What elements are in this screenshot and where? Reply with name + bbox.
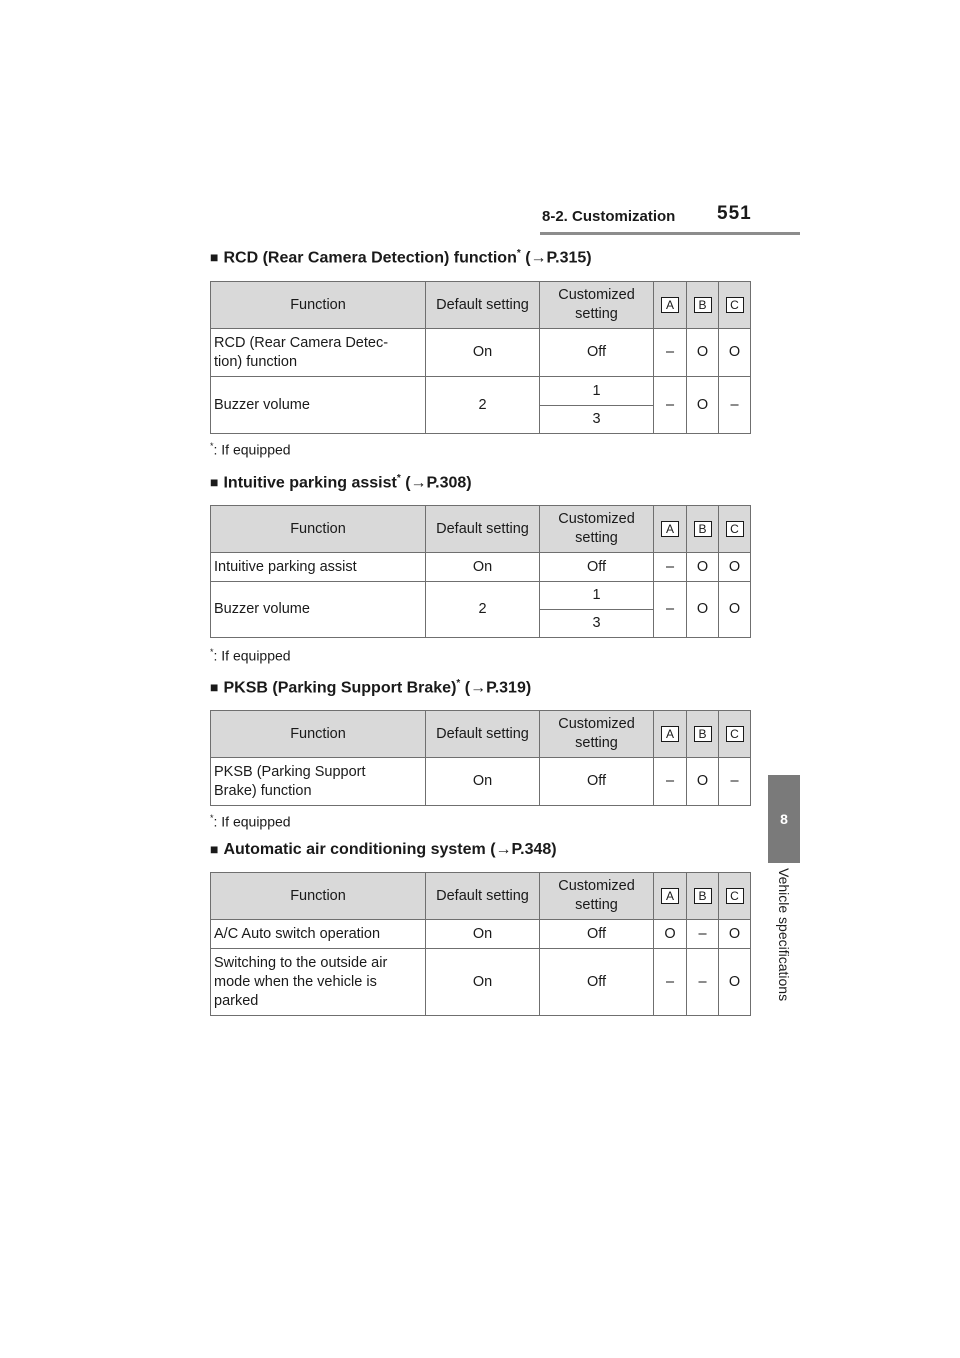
custom-cell: 3 [540, 610, 654, 638]
section-title: ■ Automatic air conditioning system (→P.348) [210, 841, 557, 858]
a-cell: – [654, 329, 687, 377]
settings-table [210, 505, 751, 638]
col-default: Default setting [426, 506, 540, 553]
b-cell: – [687, 949, 719, 1016]
page-reference[interactable]: (→P.308) [405, 474, 472, 492]
c-cell: O [719, 949, 751, 1016]
custom-cell: Off [540, 758, 654, 806]
col-b: B [687, 711, 719, 758]
function-cell: Intuitive parking assist [211, 553, 426, 582]
col-customized: Customized setting [540, 506, 654, 553]
section-title: ■ RCD (Rear Camera Detection) function* (→P.315) [210, 248, 592, 267]
b-cell: O [687, 329, 719, 377]
a-cell: – [654, 758, 687, 806]
b-cell: O [687, 553, 719, 582]
col-customized: Customized setting [540, 711, 654, 758]
section-title: ■ Intuitive parking assist* (→P.308) [210, 473, 472, 492]
b-cell: – [687, 920, 719, 949]
table-row [211, 920, 751, 949]
c-cell: – [719, 758, 751, 806]
table-row [211, 329, 751, 377]
custom-cell: Off [540, 329, 654, 377]
col-c: C [719, 506, 751, 553]
function-cell: Buzzer volume [211, 377, 426, 434]
function-cell: Buzzer volume [211, 582, 426, 638]
col-function: Function [211, 282, 426, 329]
footnote: *: If equipped [210, 813, 291, 830]
table-header-row [211, 282, 751, 329]
col-default: Default setting [426, 282, 540, 329]
table-row [211, 582, 751, 610]
default-cell: 2 [426, 377, 540, 434]
a-cell: – [654, 949, 687, 1016]
a-cell: – [654, 582, 687, 638]
bullet-square-icon: ■ [210, 841, 219, 857]
default-cell: 2 [426, 582, 540, 638]
custom-cell: 1 [540, 377, 654, 406]
table-row [211, 949, 751, 1016]
a-cell: – [654, 553, 687, 582]
footnote: *: If equipped [210, 647, 291, 664]
function-cell: A/C Auto switch operation [211, 920, 426, 949]
default-cell: On [426, 329, 540, 377]
default-cell: On [426, 553, 540, 582]
bullet-square-icon: ■ [210, 474, 219, 491]
chapter-label: Vehicle specifications [776, 868, 792, 1002]
col-function: Function [211, 873, 426, 920]
c-cell: O [719, 553, 751, 582]
custom-cell: 3 [540, 406, 654, 434]
a-cell: O [654, 920, 687, 949]
table-header-row [211, 711, 751, 758]
bullet-square-icon: ■ [210, 249, 219, 266]
col-c: C [719, 282, 751, 329]
col-customized: Customized setting [540, 873, 654, 920]
b-cell: O [687, 758, 719, 806]
col-a: A [654, 282, 687, 329]
b-cell: O [687, 582, 719, 638]
settings-table [210, 710, 751, 806]
bullet-square-icon: ■ [210, 679, 219, 696]
page-reference[interactable]: (→P.315) [525, 249, 592, 267]
col-b: B [687, 873, 719, 920]
col-default: Default setting [426, 711, 540, 758]
col-a: A [654, 506, 687, 553]
c-cell: O [719, 920, 751, 949]
page-reference[interactable]: (→P.319) [464, 679, 532, 697]
col-function: Function [211, 506, 426, 553]
col-default: Default setting [426, 873, 540, 920]
a-cell: – [654, 377, 687, 434]
c-cell: O [719, 582, 751, 638]
footnote: *: If equipped [210, 441, 291, 458]
custom-cell: Off [540, 553, 654, 582]
table-row [211, 377, 751, 406]
col-a: A [654, 873, 687, 920]
page-number: 551 [717, 203, 752, 224]
col-b: B [687, 506, 719, 553]
page-reference[interactable]: (→P.348) [490, 841, 557, 858]
table-header-row [211, 506, 751, 553]
custom-cell: 1 [540, 582, 654, 610]
header-divider [540, 232, 800, 235]
c-cell: – [719, 377, 751, 434]
col-function: Function [211, 711, 426, 758]
table-row [211, 553, 751, 582]
b-cell: O [687, 377, 719, 434]
section-title: ■ PKSB (Parking Support Brake)* (→P.319) [210, 678, 532, 697]
section-header: 8-2. Customization [542, 208, 676, 225]
custom-cell: Off [540, 920, 654, 949]
function-cell: Switching to the outside air mode when the vehicle is parked [211, 949, 426, 1016]
default-cell: On [426, 920, 540, 949]
col-b: B [687, 282, 719, 329]
function-cell: PKSB (Parking Support Brake) function [211, 758, 426, 806]
table-header-row [211, 873, 751, 920]
col-c: C [719, 711, 751, 758]
settings-table [210, 872, 751, 1016]
col-customized: Customized setting [540, 282, 654, 329]
settings-table [210, 281, 751, 434]
chapter-tab: 8 [768, 775, 800, 863]
col-c: C [719, 873, 751, 920]
function-cell: RCD (Rear Camera Detec- tion) function [211, 329, 426, 377]
col-a: A [654, 711, 687, 758]
default-cell: On [426, 949, 540, 1016]
table-row [211, 758, 751, 806]
default-cell: On [426, 758, 540, 806]
custom-cell: Off [540, 949, 654, 1016]
c-cell: O [719, 329, 751, 377]
